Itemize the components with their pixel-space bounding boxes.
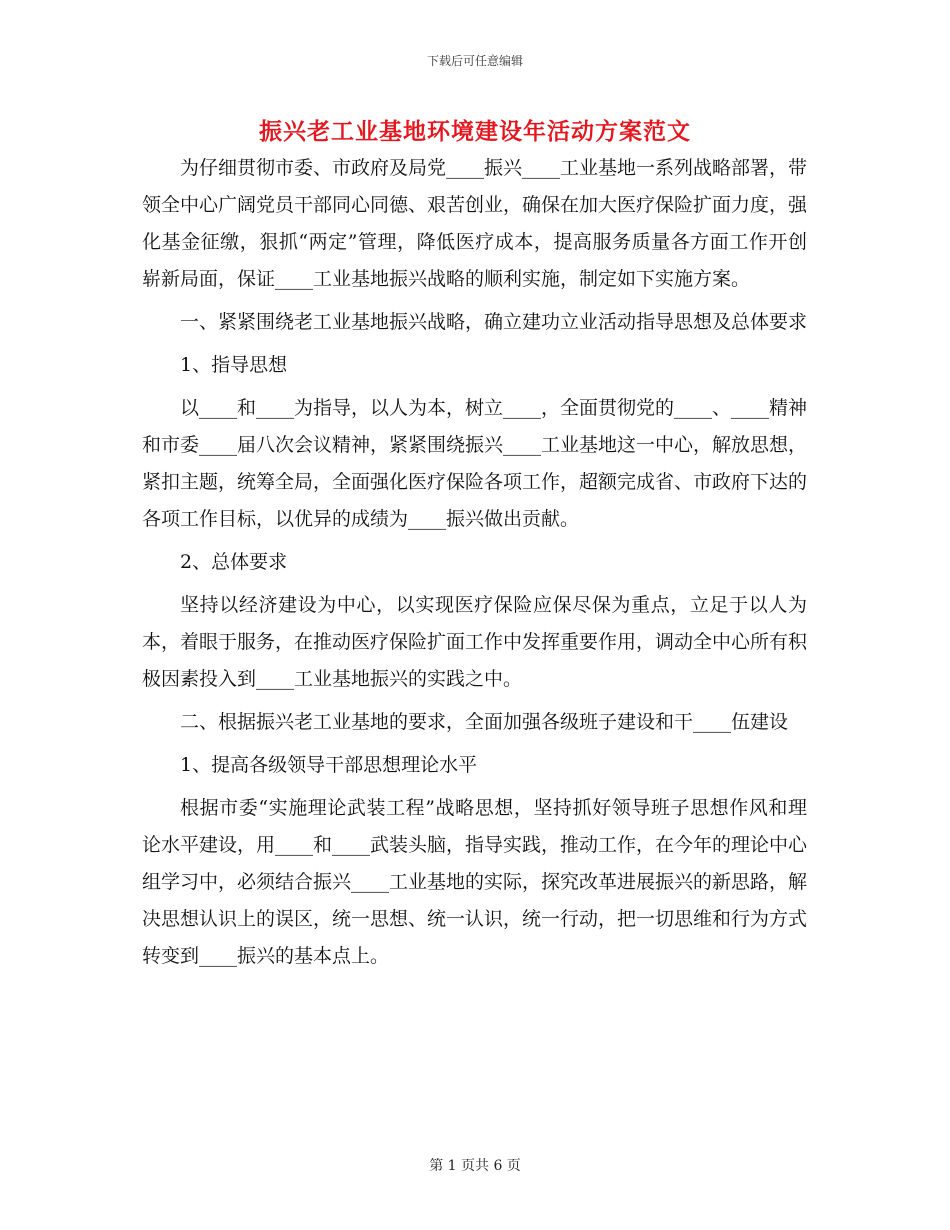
- subheading-guiding-thought: 1、指导思想: [180, 354, 288, 376]
- section-heading-1: 一、紧紧围绕老工业基地振兴战略，确立建功立业活动指导思想及总体要求: [180, 311, 808, 333]
- document-body: [142, 150, 807, 981]
- section-heading-2: 二、根据振兴老工业基地的要求，全面加强各级班子建设和干____伍建设: [180, 711, 789, 733]
- paragraph-intro: 为仔细贯彻市委、市政府及局党____振兴____工业基地一系列战略部署，带领全中心广阔党员干部同心同德、艰苦创业，确保在加大医疗保险扩面力度，强化基金征缴，狠抓“两定”管理，降低医疗成本，提高服务质量各方面工作开创崭新局面，保证____工业基地振兴战略的顺利实施，制定如下实施方案。: [142, 157, 808, 290]
- page-footer: 第 1 页共 6 页: [429, 1158, 521, 1174]
- subheading-theory-level: 1、提高各级领导干部思想理论水平: [180, 754, 478, 776]
- subheading-overall-requirements: 2、总体要求: [180, 551, 288, 573]
- paragraph-theory-level: 根据市委“实施理论武装工程”战略思想，坚持抓好领导班子思想作风和理论水平建设，用____和____武装头脑，指导实践，推动工作，在今年的理论中心组学习中，必须结合振兴____工业基地的实际，探究改革进展振兴的新思路，解决思想认识上的误区，统一思想、统一认识，统一行动，把一切思维和行为方式转变到____振兴的基本点上。: [142, 797, 808, 967]
- paragraph-guiding-thought: 以____和____为指导，以人为本，树立____，全面贯彻党的____、____精神和市委____届八次会议精神，紧紧围绕振兴____工业基地这一中心，解放思想，紧扣主题，统筹全局，全面强化医疗保险各项工作，超额完成省、市政府下达的各项工作目标，以优异的成绩为____振兴做出贡献。: [142, 397, 808, 530]
- document-title: 振兴老工业基地环境建设年活动方案范文: [259, 118, 691, 145]
- paragraph-overall-requirements: 坚持以经济建设为中心，以实现医疗保险应保尽保为重点，立足于以人为本，着眼于服务，在推动医疗保险扩面工作中发挥重要作用，调动全中心所有积极因素投入到____工业基地振兴的实践之中。: [142, 594, 808, 690]
- page-header: 下载后可任意编辑: [426, 54, 523, 68]
